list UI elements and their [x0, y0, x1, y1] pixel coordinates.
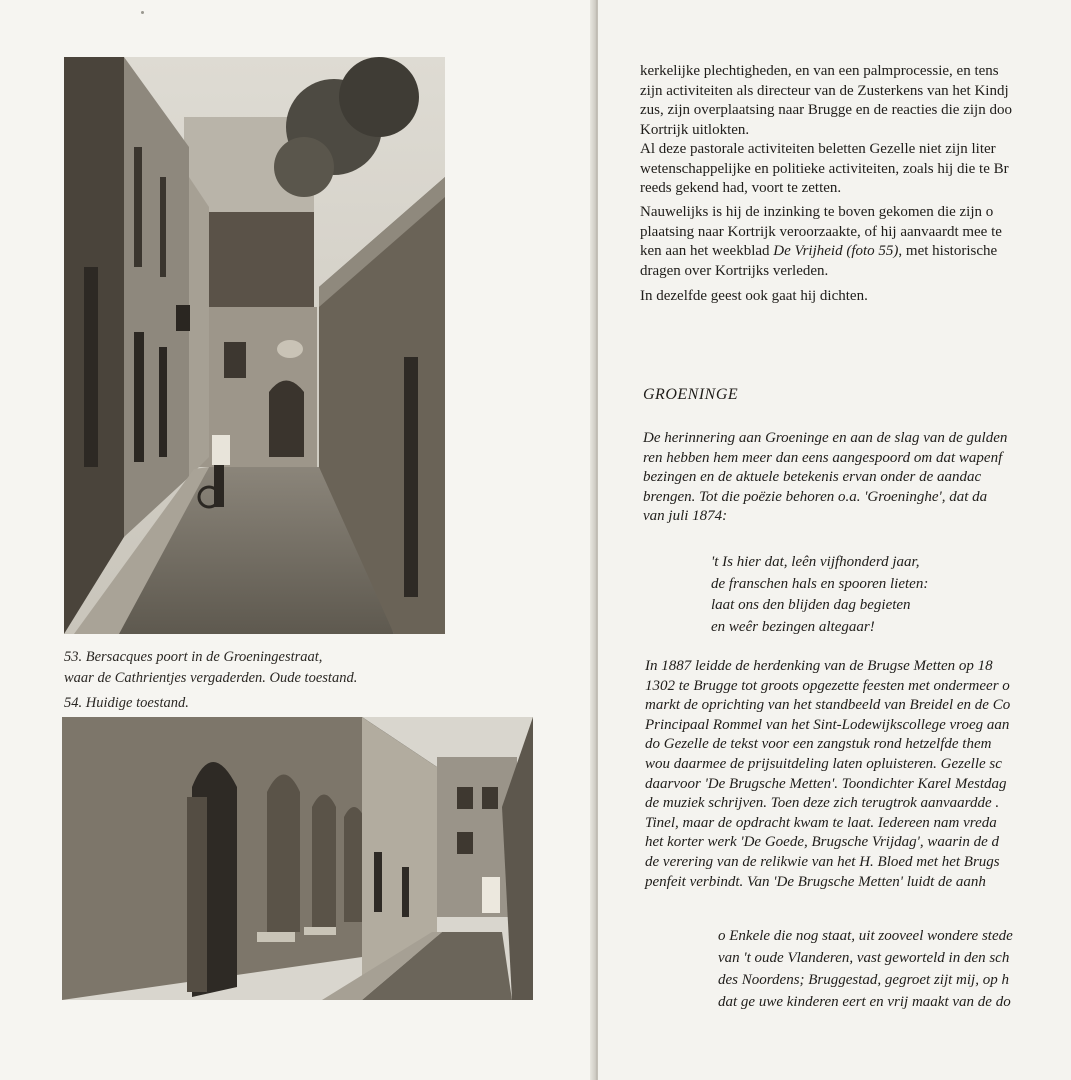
poem-line: van 't oude Vlanderen, vast geworteld in den sch — [718, 950, 1010, 966]
paragraph-2 — [640, 140, 1009, 199]
newspaper-title-reference: De Vrijheid (foto 55) — [773, 243, 899, 260]
paragraph-5 — [643, 429, 1007, 527]
paragraph-2-line: wetenschappelijke en politieke activiteiten, zoals hij die te Br — [640, 160, 1009, 177]
poem-brugsche-metten — [718, 925, 1013, 1013]
paragraph-3-line: plaatsing naar Kortrijk veroorzaakte, of hij aanvaardt mee te — [640, 223, 1002, 240]
page-speck — [141, 11, 144, 14]
paragraph-1-line: kerkelijke plechtigheden, en van een palmprocessie, en tens — [640, 63, 999, 79]
paragraph-4: In dezelfde geest ook gaat hij dichten. — [640, 288, 868, 304]
paragraph-2-line: Al deze pastorale activiteiten beletten Gezelle niet zijn liter — [640, 141, 996, 157]
paragraph-6-line: penfeit verbindt. Van 'De Brugsche Metten' luidt de aanh — [645, 873, 986, 890]
poem-line: de franschen hals en spooren lieten: — [711, 575, 929, 592]
poem-line: laat ons den blijden dag begieten — [711, 597, 911, 613]
poem-line: des Noordens; Bruggestad, gegroet zijt mij, op h — [718, 972, 1009, 988]
paragraph-2-line: reeds gekend had, voort te zetten. — [640, 180, 842, 197]
paragraph-6-line: wou daarmee de prijsuitdeling laten opluisteren. Gezelle sc — [645, 755, 1002, 772]
poem-line: o Enkele die nog staat, uit zooveel wondere stede — [718, 928, 1013, 944]
caption-53-line-2: waar de Cathrientjes vergaderden. Oude toestand. — [64, 670, 358, 686]
paragraph-6-line: 1302 te Brugge tot groots opgezette feesten met ondermeer o — [645, 677, 1010, 694]
paragraph-3-text: , met historische — [898, 243, 998, 260]
photo-53-old-street — [64, 57, 445, 634]
section-heading-groeninge: GROENINGE — [643, 386, 739, 403]
paragraph-6-line: Principaal Rommel van het Sint-Lodewijkscollege vroeg aan — [645, 716, 1010, 733]
poem-groeninghe — [711, 552, 928, 638]
paragraph-3-line-mixed — [640, 242, 1002, 262]
paragraph-6-line: daarvoor 'De Brugsche Metten'. Toondichter Karel Mestdag — [645, 775, 1007, 792]
paragraph-5-line: van juli 1874: — [643, 508, 728, 525]
paragraph-5-line: De herinnering aan Groeninge en aan de slag van de gulden — [643, 430, 1008, 446]
paragraph-3-line: dragen over Kortrijks verleden. — [640, 262, 829, 279]
paragraph-3-text: ken aan het weekblad — [640, 243, 774, 260]
paragraph-5-line: bezingen en de aktuele betekenis ervan onder de aandac — [643, 469, 982, 486]
paragraph-6-line: het korter werk 'De Goede, Brugsche Vrijdag', waarin de d — [645, 834, 999, 851]
caption-53-line-1: 53. Bersacques poort in de Groeningestraat, — [64, 649, 323, 665]
caption-54: 54. Huidige toestand. — [64, 695, 189, 711]
poem-line: en weêr bezingen altegaar! — [711, 618, 875, 635]
paragraph-5-line: brengen. Tot die poëzie behoren o.a. 'Groeninghe', dat da — [643, 488, 988, 505]
photo-54-current-street — [62, 717, 533, 1000]
poem-line: 't Is hier dat, leên vijfhonderd jaar, — [711, 554, 920, 570]
paragraph-1-line: zus, zijn overplaatsing naar Brugge en de reacties die zijn doo — [640, 102, 1012, 119]
caption-53 — [64, 647, 357, 689]
paragraph-3-line: Nauwelijks is hij de inzinking te boven gekomen die zijn o — [640, 204, 994, 220]
paragraph-6 — [645, 657, 1010, 892]
paragraph-6-line: In 1887 leidde de herdenking van de Brugse Metten op 18 — [645, 658, 993, 674]
paragraph-6-line: de muziek schrijven. Toen deze zich terugtrok aanvaardde . — [645, 795, 1000, 812]
paragraph-6-line: do Gezelle de tekst voor een zangstuk rond hetzelfde them — [645, 736, 992, 753]
paragraph-6-line: de verering van de relikwie van het H. Bloed met het Brugs — [645, 853, 1000, 870]
paragraph-6-line: markt de oprichting van het standbeeld van Breidel en de Co — [645, 697, 1011, 714]
paragraph-6-line: Tinel, maar de opdracht kwam te laat. Iedereen nam vreda — [645, 814, 997, 831]
paragraph-3 — [640, 203, 1002, 281]
paragraph-5-line: ren hebben hem meer dan eens aangespoord om dat wapenf — [643, 449, 1003, 466]
poem-line: dat ge uwe kinderen eert en vrij maakt van de do — [718, 994, 1011, 1010]
paragraph-1-line: zijn activiteiten als directeur van de Zusterkens van het Kindj — [640, 82, 1009, 99]
paragraph-1 — [640, 62, 1012, 140]
paragraph-1-line: Kortrijk uitlokten. — [640, 121, 750, 138]
